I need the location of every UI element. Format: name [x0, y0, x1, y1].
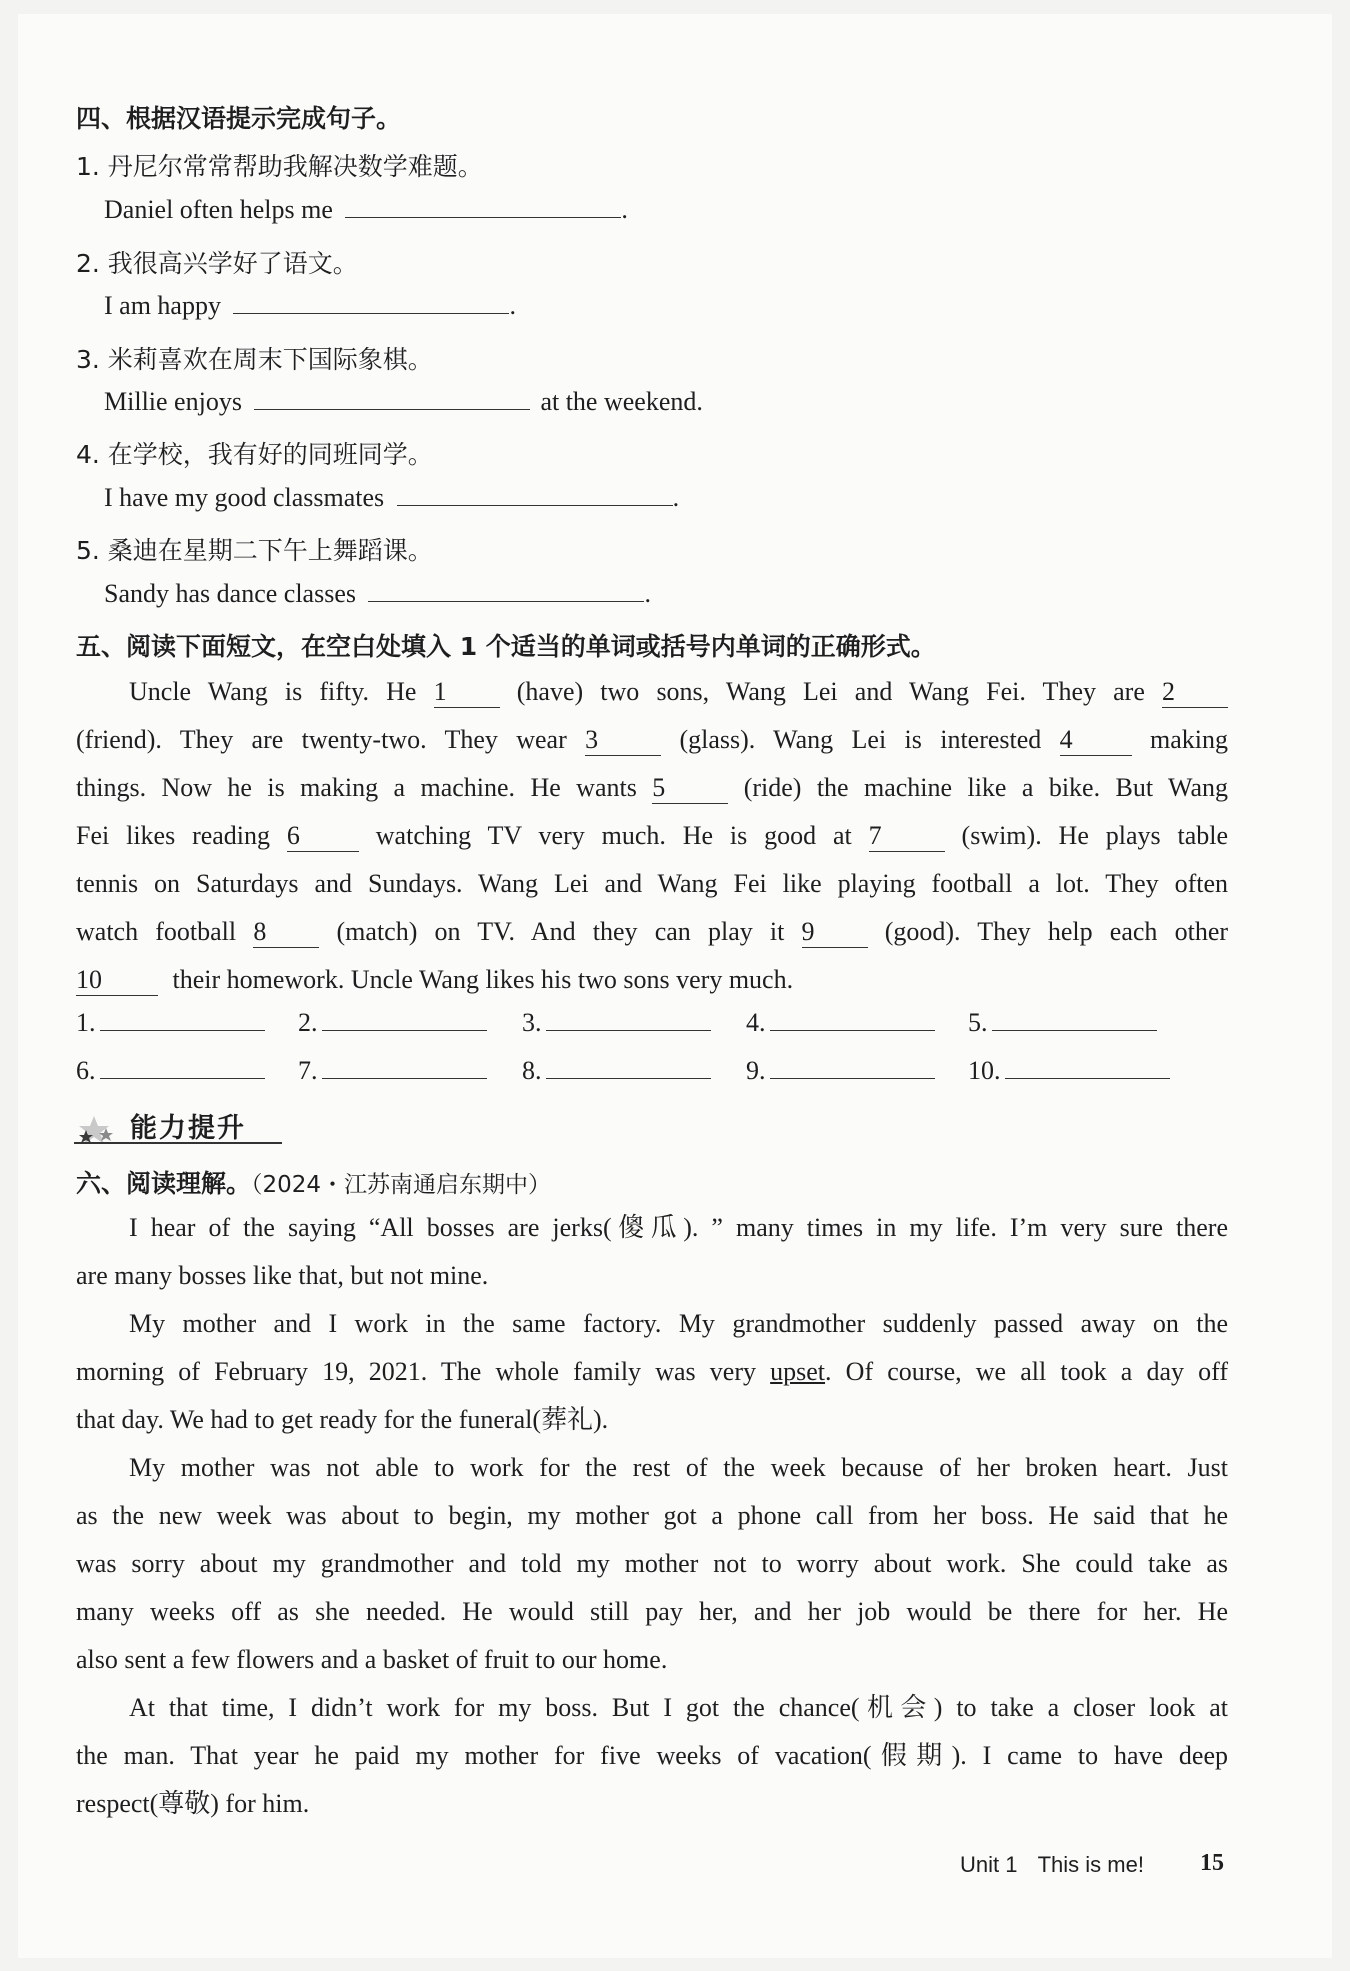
reading-line: the man. That year he paid my mother for five weeks of vacation(假期). I came to have deep [76, 1741, 1228, 1770]
item-2-prompt: I am happy [104, 291, 221, 320]
answer-1[interactable] [76, 1008, 265, 1038]
answer-line[interactable] [1005, 1056, 1170, 1079]
answer-3[interactable] [522, 1008, 711, 1038]
answer-5[interactable] [968, 1008, 1157, 1038]
answer-label: 7. [298, 1056, 318, 1085]
cloze-text: (friend). They are twenty-two. They wear [76, 725, 567, 754]
item-5-chinese: 5. 桑迪在星期二下午上舞蹈课。 [76, 536, 433, 565]
reading-line: was sorry about my grandmother and told my mother not to worry about work. She could take as [76, 1549, 1228, 1578]
answer-line[interactable] [100, 1008, 265, 1031]
reading-line: At that time, I didn’t work for my boss. But I got the chance(机会) to take a closer look at [129, 1693, 1228, 1722]
item-4-blank[interactable] [397, 483, 673, 506]
item-2-english [104, 291, 516, 321]
answer-8[interactable] [522, 1056, 711, 1086]
item-1-blank[interactable] [345, 195, 621, 218]
reading-line: that day. We had to get ready for the funeral(葬礼). [76, 1405, 609, 1434]
cloze-text: (swim). He plays table [961, 821, 1229, 850]
footer-unit [960, 1852, 1144, 1878]
reading-line: respect(尊敬) for him. [76, 1789, 310, 1818]
unit-label: Unit 1 [960, 1852, 1018, 1877]
answer-line[interactable] [770, 1056, 935, 1079]
answer-row-1 [76, 1008, 1236, 1048]
item-1-end: . [621, 195, 628, 224]
answer-line[interactable] [546, 1056, 711, 1079]
item-1-english [104, 195, 628, 225]
answer-label: 5. [968, 1008, 988, 1037]
cloze-text: making [1150, 725, 1229, 754]
item-4-english [104, 483, 679, 513]
item-1-prompt: Daniel often helps me [104, 195, 333, 224]
answer-4[interactable] [746, 1008, 935, 1038]
answer-row-2 [76, 1056, 1236, 1096]
cloze-blank-8[interactable]: 8 [253, 917, 319, 948]
item-2-chinese: 2. 我很高兴学好了语文。 [76, 249, 358, 278]
item-2-blank[interactable] [233, 291, 509, 314]
cloze-blank-2[interactable]: 2 [1162, 677, 1228, 708]
answer-label: 2. [298, 1008, 318, 1037]
reading-line: as the new week was about to begin, my mother got a phone call from her boss. He said that he [76, 1501, 1228, 1530]
cloze-text: Fei likes reading [76, 821, 271, 850]
answer-2[interactable] [298, 1008, 487, 1038]
item-4-chinese: 4. 在学校，我有好的同班同学。 [76, 440, 433, 469]
cloze-blank-6[interactable]: 6 [287, 821, 359, 852]
cloze-text: (match) on TV. And they can play it [336, 917, 785, 946]
item-2-end: . [509, 291, 516, 320]
cloze-blank-3[interactable]: 3 [585, 725, 661, 756]
item-5-prompt: Sandy has dance classes [104, 579, 356, 608]
item-3-blank[interactable] [254, 387, 530, 410]
section-6-title: 六、阅读理解。 [76, 1169, 252, 1198]
reading-line: also sent a few flowers and a basket of fruit to our home. [76, 1645, 668, 1674]
item-1-chinese: 1. 丹尼尔常常帮助我解决数学难题。 [76, 152, 483, 181]
banner-title: 能力提升 [130, 1113, 246, 1144]
cloze-blank-4[interactable]: 4 [1060, 725, 1132, 756]
reading-text: . Of course, we all took a day off [825, 1357, 1228, 1386]
ability-banner [74, 1106, 284, 1146]
item-5-blank[interactable] [368, 579, 644, 602]
answer-line[interactable] [546, 1008, 711, 1031]
answer-line[interactable] [322, 1056, 487, 1079]
cloze-line-5 [76, 860, 1228, 908]
cloze-blank-7[interactable]: 7 [869, 821, 945, 852]
item-3-english [104, 387, 703, 417]
cloze-text: things. Now he is making a machine. He wants [76, 773, 637, 802]
answer-line[interactable] [322, 1008, 487, 1031]
cloze-text: watching TV very much. He is good at [375, 821, 852, 850]
reading-line: many weeks off as she needed. He would still pay her, and her job would be there for her. He [76, 1597, 1228, 1626]
cloze-line-3 [76, 764, 1228, 812]
cloze-blank-9[interactable]: 9 [802, 917, 868, 948]
reading-line: My mother was not able to work for the rest of the week because of her broken heart. Just [129, 1453, 1228, 1482]
answer-6[interactable] [76, 1056, 265, 1086]
item-5-english [104, 579, 651, 609]
reading-line [76, 1348, 1228, 1396]
answer-label: 8. [522, 1056, 542, 1085]
section-5-title: 五、阅读下面短文，在空白处填入 1 个适当的单词或括号内单词的正确形式。 [76, 632, 936, 661]
unit-title: This is me! [1037, 1852, 1144, 1877]
answer-label: 3. [522, 1008, 542, 1037]
cloze-line-4 [76, 812, 1228, 860]
item-3-prompt: Millie enjoys [104, 387, 242, 416]
answer-line[interactable] [100, 1056, 265, 1079]
answer-label: 4. [746, 1008, 766, 1037]
section-4-title: 四、根据汉语提示完成句子。 [76, 104, 402, 133]
cloze-text: tennis on Saturdays and Sundays. Wang Lei and Wang Fei like playing football a lot. They often [76, 869, 1228, 898]
cloze-line-2 [76, 716, 1228, 764]
cloze-blank-1[interactable]: 1 [434, 677, 500, 708]
cloze-line-6 [76, 908, 1228, 956]
cloze-text: (ride) the machine like a bike. But Wang [743, 773, 1229, 802]
answer-label: 1. [76, 1008, 96, 1037]
cloze-text: (good). They help each other [884, 917, 1229, 946]
underlined-word-upset: upset [770, 1357, 826, 1386]
reading-line: are many bosses like that, but not mine. [76, 1261, 489, 1290]
answer-label: 9. [746, 1056, 766, 1085]
section-6-source: （2024・江苏南通启东期中） [251, 1172, 552, 1198]
answer-label: 10. [968, 1056, 1001, 1085]
section-6-heading [76, 1164, 551, 1200]
cloze-text: their homework. Uncle Wang likes his two sons very much. [172, 965, 794, 994]
item-4-prompt: I have my good classmates [104, 483, 385, 512]
banner-underline [74, 1142, 282, 1144]
answer-7[interactable] [298, 1056, 487, 1086]
item-3-end: at the weekend. [540, 387, 703, 416]
answer-line[interactable] [770, 1008, 935, 1031]
cloze-text: (glass). Wang Lei is interested [679, 725, 1042, 754]
cloze-text: Uncle Wang is fifty. He [129, 677, 417, 706]
cloze-line-1 [76, 668, 1228, 716]
item-5-end: . [644, 579, 651, 608]
cloze-blank-10[interactable]: 10 [76, 965, 158, 996]
reading-line: My mother and I work in the same factory. My grandmother suddenly passed away on the [129, 1309, 1228, 1338]
reading-text: morning of February 19, 2021. The whole family was very [76, 1357, 771, 1386]
item-4-end: . [672, 483, 680, 512]
answer-label: 6. [76, 1056, 96, 1085]
cloze-text: (have) two sons, Wang Lei and Wang Fei. They are [516, 677, 1145, 706]
page-number: 15 [1200, 1850, 1224, 1876]
item-3-chinese: 3. 米莉喜欢在周末下国际象棋。 [76, 345, 433, 374]
cloze-text: watch football [76, 917, 237, 946]
answer-line[interactable] [992, 1008, 1157, 1031]
answer-10[interactable] [968, 1056, 1170, 1086]
reading-line: I hear of the saying “All bosses are jerks(傻瓜). ” many times in my life. I’m very sure there [129, 1213, 1228, 1242]
answer-9[interactable] [746, 1056, 935, 1086]
cloze-blank-5[interactable]: 5 [652, 773, 728, 804]
stars-icon [74, 1106, 134, 1146]
cloze-line-7 [76, 956, 1228, 1004]
